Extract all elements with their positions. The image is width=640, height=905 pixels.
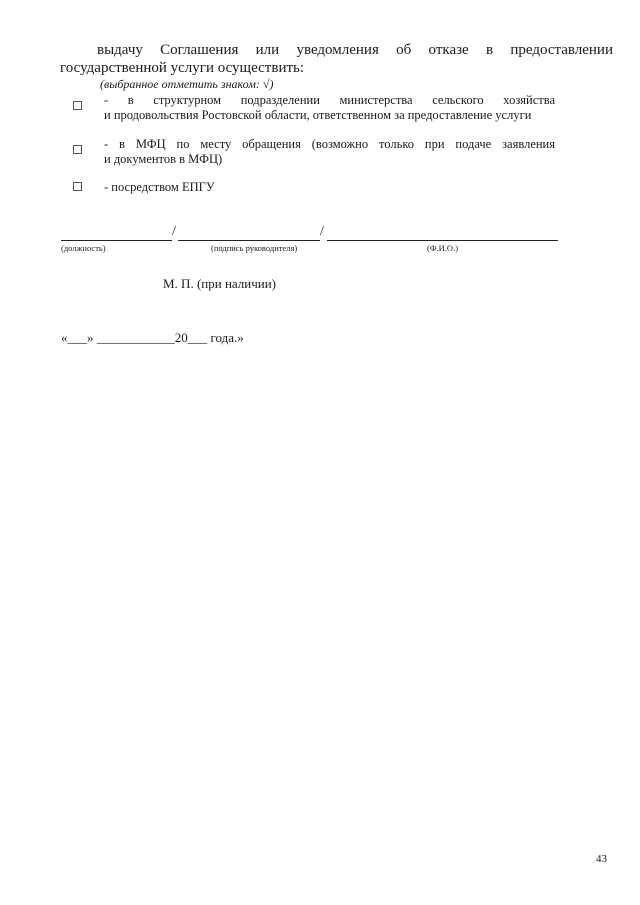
option-ministry-line-2: и продовольствия Ростовской области, ответственном за предоставление услуги [104, 108, 532, 122]
intro-paragraph [60, 41, 613, 77]
name-line[interactable] [327, 226, 558, 241]
intro-line-2: государственной услуги осуществить: [60, 60, 305, 76]
option-epgu-line-1: - посредством ЕПГУ [104, 180, 215, 194]
option-mfc-line-1: - в МФЦ по месту обращения (возможно только при подаче заявления [104, 137, 555, 151]
checkbox-epgu[interactable] [73, 182, 82, 191]
option-ministry-line-1: - в структурном подразделении министерства сельского хозяйства [104, 93, 555, 107]
checkbox-mfc[interactable] [73, 145, 82, 154]
signature-line[interactable] [178, 226, 320, 241]
page-number: 43 [596, 853, 607, 865]
option-mfc-line-2: и документов в МФЦ) [104, 152, 223, 166]
signature-separator-1: / [172, 224, 176, 239]
selection-hint: (выбранное отметить знаком: √) [100, 77, 274, 91]
position-caption: (должность) [61, 243, 106, 253]
signature-separator-2: / [320, 224, 324, 239]
date-field[interactable]: «___» ____________20___ года.» [61, 330, 244, 345]
checkbox-ministry[interactable] [73, 101, 82, 110]
position-line[interactable] [61, 226, 172, 241]
intro-line-1: выдачу Соглашения или уведомления об отказе в предоставлении [97, 42, 613, 58]
stamp-note: М. П. (при наличии) [163, 276, 277, 291]
name-caption: (Ф.И.О.) [427, 243, 459, 253]
signature-caption: (подпись руководителя) [211, 243, 298, 253]
